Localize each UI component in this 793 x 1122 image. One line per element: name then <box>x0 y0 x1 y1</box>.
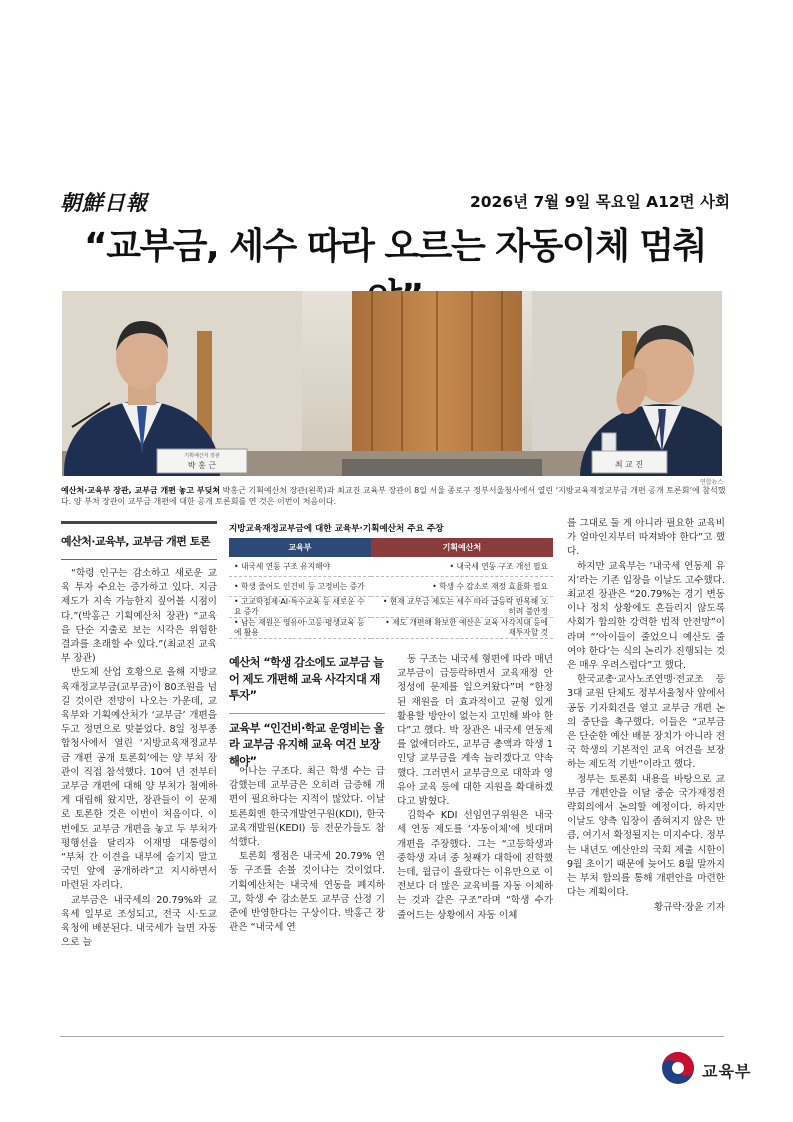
news-photo <box>62 291 722 476</box>
svg-text:박 홍 근: 박 홍 근 <box>187 461 217 470</box>
photo-illustration <box>62 291 722 476</box>
newspaper-logo: 朝鮮日報 <box>60 190 148 215</box>
table-cell: • 내국세 연동 구조 개선 필요 <box>371 557 553 577</box>
paragraph: 교부금은 내국세의 20.79%와 교육세 일부로 조성되고, 전국 시·도교육청에 배분된다. 내국세가 늘면 자동으로 늘 <box>61 894 217 949</box>
paragraph: 토론회 쟁점은 내국세 20.79% 연동 구조를 손볼 것이냐는 것이었다. 기획예산처는 내국세 연동을 폐지하고, 학생 수 감소분도 교부금 산정 기준에 반영한다는 구상이다. 박홍근 장관은 “내국세 연 <box>229 851 385 934</box>
subheadline <box>229 655 387 770</box>
table-row <box>229 618 553 639</box>
table-cell: • 학생 줄어도 인건비 등 고정비는 증가 <box>229 577 371 597</box>
subheadline-budget: 예산처 “학생 감소에도 교부금 늘어 제도 개편해 교육 사각지대 재투자” <box>229 656 384 702</box>
paragraph: 한국교총·교사노조연맹·전교조 등 3대 교원 단체도 정부서울청사 앞에서 공동 기자회견을 열고 교부금 개편 논의 중단을 촉구했다. 이들은 “교부금은 단순한 예산 배분 장치가 아니라 전국 학생의 기본적인 교육 여건을 보장하는 제도적 기반”이라고 했다. <box>567 674 725 771</box>
article-column-3 <box>397 653 553 923</box>
masthead <box>60 187 730 215</box>
table-cell: • 학생 수 감소로 재정 효율화 필요 <box>371 577 553 597</box>
article-column-2 <box>229 765 385 935</box>
photo-caption <box>61 485 727 507</box>
subheadline-divider <box>229 713 385 714</box>
table-cell: • 남는 재원은 영유아·고등·평생교육 등에 활용 <box>229 618 371 639</box>
paragraph: 반도체 산업 호황으로 올해 지방교육재정교부금(교부금)이 80조원을 넘길 것이란 전망이 나오는 가운데, 교육부와 기획예산처가 ‘교부금’ 개편을 두고 정면으로 맞붙었다. 8일 정부종합청사에서 열린 ‘지방교육재정교부금 개편 공개 토론회’에는 양 부처 장관이 직접 참석했다. 10여 년 전부터 교부금 개편에 대해 양 부처가 첨예하게 대립해 왔지만, 장관들이 이 문제로 토론한 것은 이번이 처음이다. 이번에도 교부금 개편을 놓고 두 부처가 평행선을 달리자 이재명 대통령이 “부처 간 이견을 내부에 숨기지 말고 국민 앞에 공개하라”고 지시하면서 마련된 자리다. <box>61 667 217 892</box>
table-cell: • 고교학점제·AI·특수교육 등 새로운 수요 증가 <box>229 597 371 618</box>
dateline: 2026년 7월 9일 목요일 A12면 사회 <box>469 193 730 211</box>
caption-lead: 예산처·교육부 장관, 교부금 개편 놓고 부딪쳐 <box>61 486 221 495</box>
byline: 황규락·장윤 기자 <box>654 902 725 914</box>
paragraph: 김학수 KDI 선임연구위원은 내국세 연동 제도를 ‘자동이체’에 빗대며 개편을 주장했다. 그는 “고등학생과 중학생 자녀 중 첫째가 대학에 진학했는데, 월급이 올랐다는 이유만으로 이전보다 더 많은 교육비를 자동 이체하는 것과 같은 구조”라며 “학생 수가 줄어드는 상황에서 자동 이체 <box>397 810 553 921</box>
paragraph: “학령 인구는 감소하고 새로운 교육 투자 수요는 증가하고 있다. 지금 제도가 지속 가능한지 짚어볼 시점이다.”(박홍근 기획예산처 장관) “교육을 단순 지출로 보는 시각은 위험한 결과를 초래할 수 있다.”(최교진 교육부 장관) <box>61 568 217 665</box>
section-label: 예산처·교육부, 교부금 개편 토론 <box>61 535 210 548</box>
ministry-logo <box>660 1050 760 1086</box>
footer-divider <box>60 1036 724 1037</box>
caption-body: 박홍근 기획예산처 장관(왼쪽)과 최교진 교육부 장관이 8일 서울 종로구 정부서울청사에서 열린 ‘지방교육재정교부금 개편 공개 토론회’에 참석했다. 양 부처 장관이 교부금 개편에 대한 공개 토론회를 연 것은 이번이 처음이다. <box>61 486 726 506</box>
table-row <box>229 557 553 577</box>
subheadline-moe: 교육부 “인건비·학교 운영비는 올라 교부금 유지해 교육 여건 보장해야” <box>229 721 384 768</box>
photo-credit: 연합뉴스 <box>700 479 724 486</box>
table-cell: • 제도 개편해 확보한 예산은 교육 사각지대 등에 재투자할 것 <box>371 618 553 639</box>
paragraph: 하지만 교육부는 ‘내국세 연동제 유지’라는 기존 입장을 이날도 고수했다. 최교진 장관은 “20.79%는 경기 변동이나 정치 상황에도 흔들리지 않도록 사회가 합의한 강력한 법적 안전망”이라며 “‘아이들이 줄었으니 예산도 줄여야 한다’는 식의 논리가 진행되는 것은 매우 우려스럽다”고 했다. <box>567 560 725 672</box>
paragraph: 를 그대로 둘 게 아니라 필요한 교육비가 얼마인지부터 따져봐야 한다”고 했다. <box>567 518 725 558</box>
table-row <box>229 597 553 618</box>
section-label-box <box>61 521 217 560</box>
svg-text:기획예산처 장관: 기획예산처 장관 <box>184 453 220 459</box>
ministry-name: 교육부 <box>702 1062 752 1081</box>
table-title: 지방교육재정교부금에 대한 교육부·기획예산처 주요 주장 <box>229 524 444 534</box>
section-divider <box>61 559 217 560</box>
article-column-4 <box>567 517 725 916</box>
paragraph: 정부는 토론회 내용을 바탕으로 교부금 개편안을 이달 중순 국가재정전략회의에서 논의할 예정이다. 하지만 이날도 양측 입장이 좁혀지지 않은 만큼, 여기서 확정될지는 미지수다. 정부는 내년도 예산안의 국회 제출 시한이 9월 초이기 때문에 늦어도 8월 말까지는 부처 합의를 통해 개편안을 마련한다는 계획이다. <box>567 773 725 899</box>
table-cell: • 내국세 연동 구조 유지해야 <box>229 557 371 577</box>
table-row <box>229 577 553 597</box>
table-header-moe: 교육부 <box>229 538 371 557</box>
comparison-table <box>229 538 553 639</box>
paragraph: 어나는 구조다. 최근 학생 수는 급감했는데 교부금은 오히려 급증해 개편이 필요하다는 지적이 많았다. 이날 토론회엔 한국개발연구원(KDI), 한국교육개발원(KEDI) 등 전문가들도 참석했다. <box>229 766 385 849</box>
table-cell: • 현재 교부금 제도는 세수 따라 급등락 반복해 오히려 불안정 <box>371 597 553 618</box>
taegeuk-icon <box>660 1050 696 1086</box>
headline: “교부금, 세수 따라 오르는 자동이체 멈춰 <box>84 226 706 267</box>
paragraph: 동 구조는 내국세 형편에 따라 매년 교부금이 급등락하면서 교육재정 안정성에 문제를 일으켜왔다”며 “한정된 재원을 더 효과적이고 균형 있게 활용할 방안이 없는지 고민해 봐야 한다”고 했다. 박 장관은 내국세 연동제를 없애더라도, 교부금 총액과 학생 1인당 교부금을 계속 늘리겠다고 약속했다. 그러면서 교부금으로 대학과 영유아 교육 등에 대한 지원을 확대하겠다고 밝혔다. <box>397 654 553 808</box>
svg-text:최 교 진: 최 교 진 <box>614 460 644 469</box>
article-column-1 <box>61 567 217 950</box>
table-header-budget: 기획예산처 <box>371 538 553 557</box>
